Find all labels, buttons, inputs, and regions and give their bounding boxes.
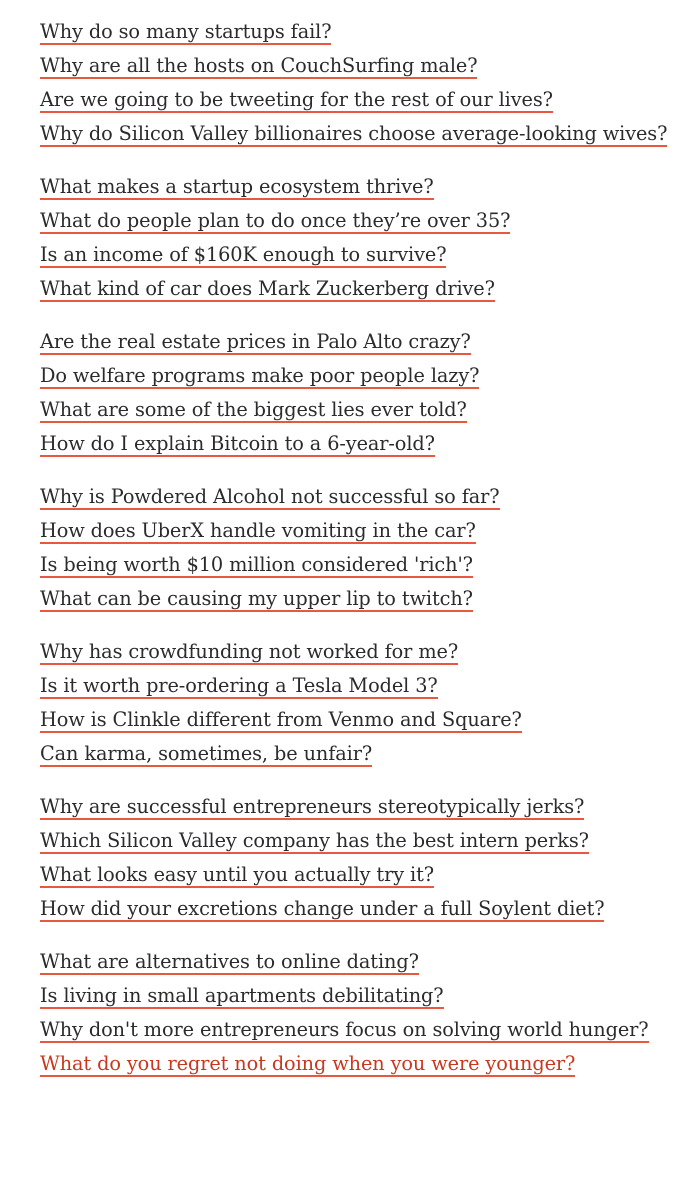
list-item bbox=[40, 793, 690, 827]
list-item bbox=[40, 948, 690, 982]
question-link[interactable]: Which Silicon Valley company has the best intern perks? bbox=[40, 829, 589, 852]
question-link[interactable]: How do I explain Bitcoin to a 6-year-old? bbox=[40, 432, 435, 455]
list-item bbox=[40, 706, 690, 740]
list-item bbox=[40, 173, 690, 207]
question-link[interactable]: Why do Silicon Valley billionaires choose average-looking wives? bbox=[40, 122, 668, 145]
question-link[interactable]: Why has crowdfunding not worked for me? bbox=[40, 640, 459, 663]
list-item bbox=[40, 861, 690, 895]
list-item bbox=[40, 1050, 690, 1084]
question-link[interactable]: Is living in small apartments debilitating? bbox=[40, 984, 444, 1007]
question-link[interactable]: What are alternatives to online dating? bbox=[40, 950, 419, 973]
list-item bbox=[40, 362, 690, 396]
question-link[interactable]: Is being worth $10 million considered 'rich'? bbox=[40, 553, 473, 576]
question-link[interactable]: Why don't more entrepreneurs focus on solving world hunger? bbox=[40, 1018, 649, 1041]
question-link[interactable]: Is it worth pre-ordering a Tesla Model 3? bbox=[40, 674, 438, 697]
question-link[interactable]: How does UberX handle vomiting in the car? bbox=[40, 519, 476, 542]
list-item bbox=[40, 517, 690, 551]
question-group bbox=[40, 483, 690, 619]
list-item bbox=[40, 86, 690, 120]
question-list bbox=[40, 18, 690, 1103]
list-item bbox=[40, 551, 690, 585]
question-link[interactable]: What do people plan to do once they’re over 35? bbox=[40, 209, 511, 232]
question-link[interactable]: Can karma, sometimes, be unfair? bbox=[40, 742, 373, 765]
list-item bbox=[40, 1016, 690, 1050]
list-item bbox=[40, 672, 690, 706]
list-item bbox=[40, 483, 690, 517]
question-link[interactable]: What makes a startup ecosystem thrive? bbox=[40, 175, 434, 198]
list-item bbox=[40, 827, 690, 861]
list-item bbox=[40, 982, 690, 1016]
question-group bbox=[40, 18, 690, 154]
question-group bbox=[40, 793, 690, 929]
list-item bbox=[40, 275, 690, 309]
list-item bbox=[40, 328, 690, 362]
question-link[interactable]: Why are all the hosts on CouchSurfing male? bbox=[40, 54, 478, 77]
list-item bbox=[40, 52, 690, 86]
list-item bbox=[40, 638, 690, 672]
list-item bbox=[40, 241, 690, 275]
list-item bbox=[40, 430, 690, 464]
question-group bbox=[40, 328, 690, 464]
list-item bbox=[40, 207, 690, 241]
question-group bbox=[40, 638, 690, 774]
list-item bbox=[40, 18, 690, 52]
question-link[interactable]: Is an income of $160K enough to survive? bbox=[40, 243, 447, 266]
list-item bbox=[40, 740, 690, 774]
question-link[interactable]: How is Clinkle different from Venmo and Square? bbox=[40, 708, 522, 731]
list-item bbox=[40, 585, 690, 619]
question-link[interactable]: How did your excretions change under a full Soylent diet? bbox=[40, 897, 605, 920]
question-link[interactable]: Are the real estate prices in Palo Alto crazy? bbox=[40, 330, 471, 353]
list-item bbox=[40, 895, 690, 929]
question-link-highlighted[interactable]: What do you regret not doing when you were younger? bbox=[40, 1052, 576, 1075]
question-link[interactable]: What kind of car does Mark Zuckerberg drive? bbox=[40, 277, 495, 300]
list-item bbox=[40, 396, 690, 430]
question-group bbox=[40, 173, 690, 309]
question-link[interactable]: What can be causing my upper lip to twitch? bbox=[40, 587, 473, 610]
question-link[interactable]: What are some of the biggest lies ever told? bbox=[40, 398, 467, 421]
question-link[interactable]: Are we going to be tweeting for the rest of our lives? bbox=[40, 88, 553, 111]
question-link[interactable]: Why are successful entrepreneurs stereotypically jerks? bbox=[40, 795, 585, 818]
question-group bbox=[40, 948, 690, 1084]
question-link[interactable]: What looks easy until you actually try it? bbox=[40, 863, 434, 886]
question-link[interactable]: Why is Powdered Alcohol not successful so far? bbox=[40, 485, 500, 508]
list-item bbox=[40, 120, 690, 154]
question-link[interactable]: Why do so many startups fail? bbox=[40, 20, 332, 43]
question-link[interactable]: Do welfare programs make poor people lazy? bbox=[40, 364, 480, 387]
